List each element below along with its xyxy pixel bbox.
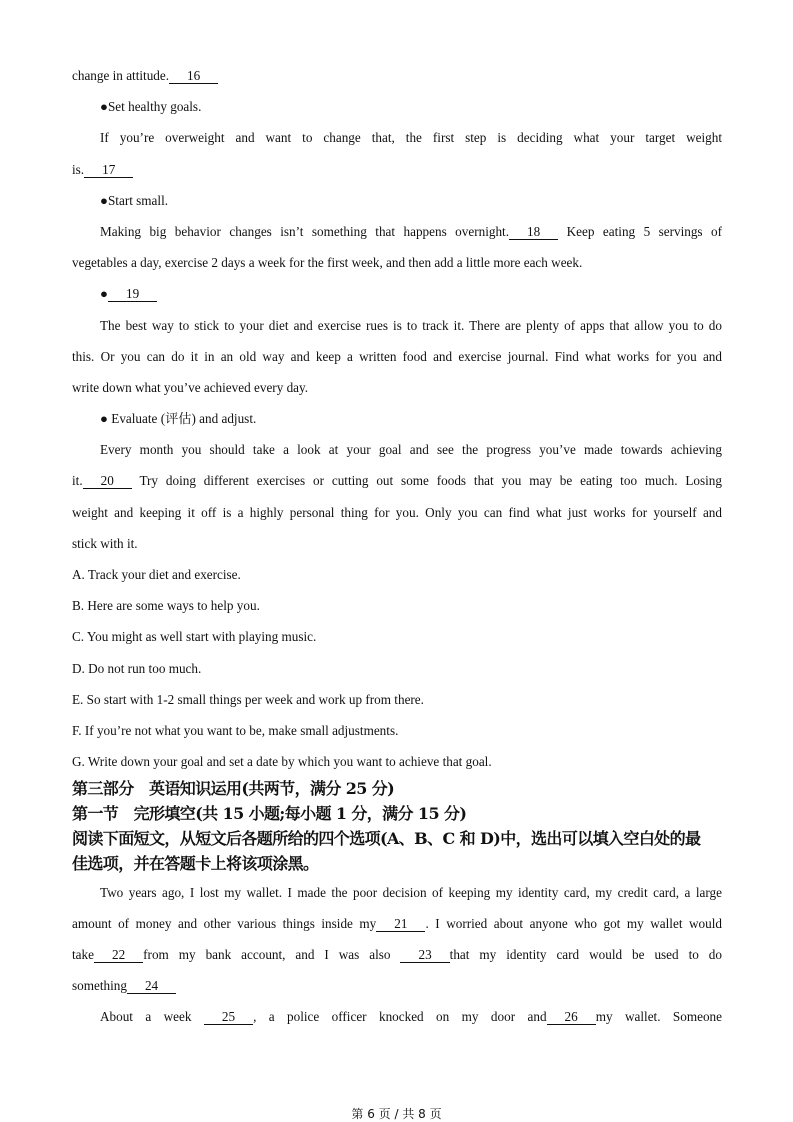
answer-blank: 26 — [547, 1010, 596, 1025]
text-segment: Keep eating 5 servings of — [558, 223, 722, 239]
text-segment: A. Track your diet and exercise. — [72, 567, 241, 582]
text-segment: G. Write down your goal and set a date by which you want to achieve that goal. — [72, 754, 492, 770]
answer-blank: 21 — [376, 917, 425, 932]
text-segment: amount of money and other various things inside my — [72, 915, 377, 931]
text-segment: ● Evaluate (评估) and adjust. — [100, 411, 257, 427]
text-segment: B. Here are some ways to help you. — [72, 598, 260, 614]
text-line — [72, 403, 722, 434]
text-segment: Every month you should take a look at your goal and see the progress you’ve made towards achieving — [100, 442, 722, 458]
text-segment: D. Do not run too much. — [72, 660, 202, 676]
text-line — [72, 372, 722, 403]
text-segment: is. — [72, 161, 85, 177]
answer-blank: 24 — [127, 979, 176, 994]
text-line — [72, 310, 722, 341]
text-segment: 阅读下面短文，从短文后各题所给的四个选项(A、B、C 和 D)中，选出可以填入空白处的最 — [72, 828, 701, 848]
text-line — [72, 216, 722, 247]
text-line — [72, 278, 722, 309]
text-line — [72, 154, 722, 185]
section-heading — [72, 777, 722, 802]
text-segment: stick with it. — [72, 535, 138, 551]
text-segment: ● — [100, 286, 108, 302]
text-line — [72, 122, 722, 153]
text-segment: 佳选项，并在答题卡上将该项涂黑。 — [72, 853, 319, 873]
text-line — [72, 653, 722, 684]
text-line — [72, 341, 722, 372]
text-line — [72, 559, 722, 590]
text-segment: vegetables a day, exercise 2 days a week for the first week, and then add a little more each week. — [72, 255, 583, 271]
text-segment: something — [72, 978, 127, 994]
text-line — [72, 877, 722, 908]
answer-blank: 22 — [94, 948, 143, 963]
text-segment: ●Start small. — [100, 192, 169, 208]
text-line — [72, 465, 722, 496]
answer-blank: 23 — [400, 948, 449, 963]
answer-blank: 18 — [509, 225, 558, 240]
text-segment: my wallet. Someone — [595, 1009, 723, 1025]
answer-blank: 17 — [84, 163, 133, 178]
text-segment: The best way to stick to your diet and exercise rues is to track it. There are plenty of apps that allow you to do — [100, 317, 722, 333]
text-line — [72, 939, 722, 970]
section-heading — [72, 827, 722, 852]
text-segment: C. You might as well start with playing music. — [72, 629, 317, 645]
text-segment: If you’re overweight and want to change that, the first step is deciding what your target weight — [100, 130, 722, 146]
document-body — [72, 60, 722, 1032]
text-line — [72, 185, 722, 216]
text-segment: About a week — [100, 1009, 204, 1025]
text-segment: Two years ago, I lost my wallet. I made the poor decision of keeping my identity card, my credit card, a large — [100, 884, 722, 900]
section-heading — [72, 852, 722, 877]
page-footer: 第 6 页 / 共 8 页 — [351, 1107, 442, 1121]
text-segment: change in attitude. — [72, 68, 170, 83]
text-segment: F. If you’re not what you want to be, make small adjustments. — [72, 722, 399, 738]
text-segment: from my bank account, and I was also — [143, 946, 401, 962]
text-line — [72, 590, 722, 621]
text-line — [72, 715, 722, 746]
text-segment: 第三部分 英语知识运用(共两节，满分 25 分) — [72, 779, 395, 799]
section-heading — [72, 802, 722, 827]
text-line — [72, 247, 722, 278]
text-line — [72, 970, 722, 1001]
text-segment: Try doing different exercises or cutting out some foods that you may be eating too much. Losing — [131, 473, 722, 489]
text-segment: it. — [72, 473, 83, 489]
text-segment: 第一节 完形填空(共 15 小题;每小题 1 分，满分 15 分) — [72, 804, 467, 824]
text-segment: , a police officer knocked on my door and — [253, 1009, 547, 1025]
text-line — [72, 528, 722, 559]
text-line — [72, 746, 722, 777]
text-line — [72, 1001, 722, 1032]
text-line — [72, 497, 722, 528]
text-line — [72, 621, 722, 652]
text-segment: Making big behavior changes isn’t something that happens overnight. — [100, 223, 510, 239]
text-segment: write down what you’ve achieved every day. — [72, 379, 309, 395]
text-segment: weight and keeping it off is a highly personal thing for you. Only you can find what just works for yourself and — [72, 504, 722, 520]
text-line — [72, 434, 722, 465]
text-segment: that my identity card would be used to do — [449, 946, 722, 962]
text-line — [72, 60, 722, 91]
text-line — [72, 908, 722, 939]
answer-blank: 19 — [108, 287, 157, 302]
text-segment: this. Or you can do it in an old way and keep a written food and exercise journal. Find what works for you and — [72, 348, 722, 364]
answer-blank: 25 — [204, 1010, 253, 1025]
text-segment: ●Set healthy goals. — [100, 99, 202, 115]
text-segment: take — [72, 946, 94, 962]
text-segment: . I worried about anyone who got my wallet would — [425, 915, 722, 931]
text-line — [72, 91, 722, 122]
answer-blank: 16 — [169, 69, 218, 84]
text-line — [72, 684, 722, 715]
text-segment: E. So start with 1-2 small things per week and work up from there. — [72, 691, 424, 707]
answer-blank: 20 — [83, 474, 132, 489]
